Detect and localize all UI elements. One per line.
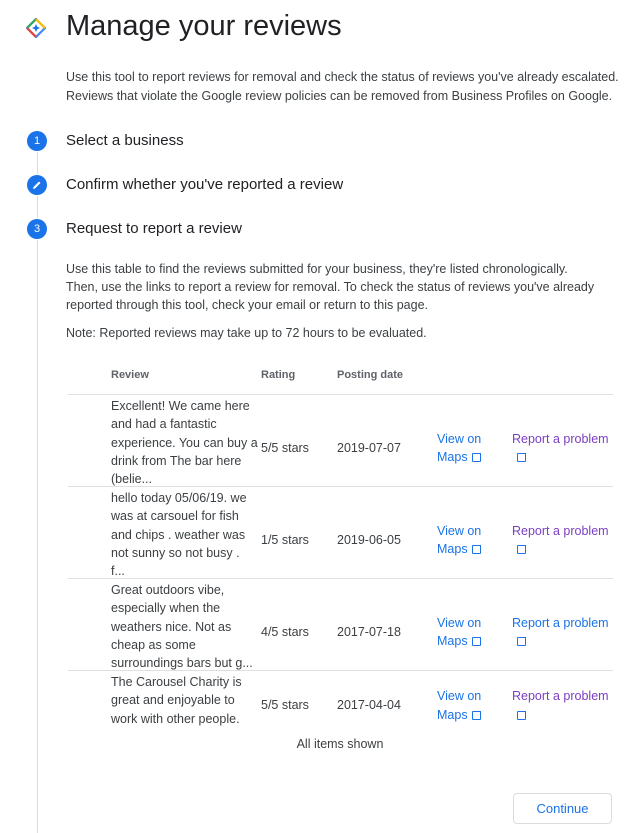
view-on-maps-link[interactable] bbox=[437, 687, 481, 724]
report-a-problem-link[interactable] bbox=[512, 614, 609, 651]
external-link-icon bbox=[517, 545, 526, 554]
report-a-problem-link[interactable] bbox=[512, 687, 609, 724]
external-link-icon bbox=[472, 637, 481, 646]
link-text: Report a problem bbox=[512, 523, 609, 538]
review-text: experience. You can buy a bbox=[111, 435, 258, 450]
review-text: The Carousel Charity is bbox=[111, 675, 242, 689]
review-text: was at carsouel for fish bbox=[111, 509, 239, 524]
view-on-maps-link[interactable] bbox=[437, 614, 481, 651]
step-description: reported through this tool, check your email or return to this page. bbox=[66, 298, 428, 312]
link-text: Report a problem bbox=[512, 615, 609, 630]
step-description: Then, use the links to report a review for removal. To check the status of reviews you've already bbox=[66, 280, 595, 294]
intro-text: Use this tool to report reviews for removal and check the status of reviews you've already escalated. bbox=[66, 70, 619, 84]
external-link-icon bbox=[517, 711, 526, 720]
stepper-line bbox=[37, 196, 38, 218]
step-description: Use this table to find the reviews submitted for your business, they're listed chronologically. bbox=[66, 262, 568, 276]
external-link-icon bbox=[472, 545, 481, 554]
continue-button[interactable]: Continue bbox=[513, 793, 612, 824]
step-1-label[interactable]: Select a business bbox=[66, 132, 184, 149]
external-link-icon bbox=[517, 453, 526, 462]
view-on-maps-link[interactable] bbox=[437, 522, 481, 559]
step-3-label: Request to report a review bbox=[66, 220, 242, 237]
view-on-maps-link[interactable] bbox=[437, 430, 481, 467]
link-text: Maps bbox=[437, 707, 468, 722]
review-text: not sunny so not busy . bbox=[111, 545, 240, 560]
posting-date: 2017-04-04 bbox=[337, 698, 401, 713]
posting-date: 2019-07-07 bbox=[337, 440, 401, 455]
link-text: Maps bbox=[437, 450, 468, 465]
link-text: View on bbox=[437, 431, 482, 446]
review-text: hello today 05/06/19. we bbox=[111, 491, 247, 505]
google-business-logo-icon bbox=[26, 18, 46, 38]
review-text: (belie... bbox=[111, 472, 152, 487]
step-1-marker: 1 bbox=[27, 131, 47, 151]
link-text: View on bbox=[437, 523, 482, 538]
stepper-line bbox=[37, 152, 38, 174]
review-text: f... bbox=[111, 564, 125, 579]
review-text: great and enjoyable to bbox=[111, 693, 235, 708]
link-text: Maps bbox=[437, 634, 468, 649]
review-text: surroundings bars but g... bbox=[111, 656, 253, 671]
review-text: work with other people. bbox=[111, 711, 240, 726]
rating: 4/5 stars bbox=[261, 624, 309, 639]
link-text: View on bbox=[437, 615, 482, 630]
external-link-icon bbox=[472, 453, 481, 462]
column-header-review: Review bbox=[111, 369, 149, 381]
report-a-problem-link[interactable] bbox=[512, 430, 609, 467]
step-3-marker: 3 bbox=[27, 219, 47, 239]
link-text: Report a problem bbox=[512, 689, 609, 704]
review-text: cheap as some bbox=[111, 637, 196, 652]
review-text: Excellent! We came here bbox=[111, 399, 250, 413]
review-text: Great outdoors vibe, bbox=[111, 583, 225, 597]
review-text: drink from The bar here bbox=[111, 453, 242, 468]
link-text: Maps bbox=[437, 542, 468, 557]
all-items-shown: All items shown bbox=[296, 737, 384, 751]
external-link-icon bbox=[517, 637, 526, 646]
review-text: and chips . weather was bbox=[111, 527, 246, 542]
rating: 5/5 stars bbox=[261, 440, 309, 455]
link-text: Report a problem bbox=[512, 431, 609, 446]
external-link-icon bbox=[472, 711, 481, 720]
review-text: especially when the bbox=[111, 601, 221, 616]
review-text: and had a fantastic bbox=[111, 417, 217, 432]
pencil-icon bbox=[27, 175, 47, 195]
report-a-problem-link[interactable] bbox=[512, 522, 609, 559]
intro-text: Reviews that violate the Google review policies can be removed from Business Profiles on Google. bbox=[66, 89, 613, 103]
column-header-date: Posting date bbox=[337, 369, 404, 381]
column-header-rating: Rating bbox=[261, 369, 296, 381]
rating: 1/5 stars bbox=[261, 532, 309, 547]
step-2-label[interactable]: Confirm whether you've reported a review bbox=[66, 176, 344, 193]
posting-date: 2017-07-18 bbox=[337, 624, 401, 639]
posting-date: 2019-06-05 bbox=[337, 532, 401, 547]
rating: 5/5 stars bbox=[261, 698, 309, 713]
evaluation-note: Note: Reported reviews may take up to 72 hours to be evaluated. bbox=[66, 326, 427, 340]
review-text: weathers nice. Not as bbox=[111, 619, 232, 634]
link-text: View on bbox=[437, 689, 482, 704]
page-title: Manage your reviews bbox=[66, 10, 342, 42]
